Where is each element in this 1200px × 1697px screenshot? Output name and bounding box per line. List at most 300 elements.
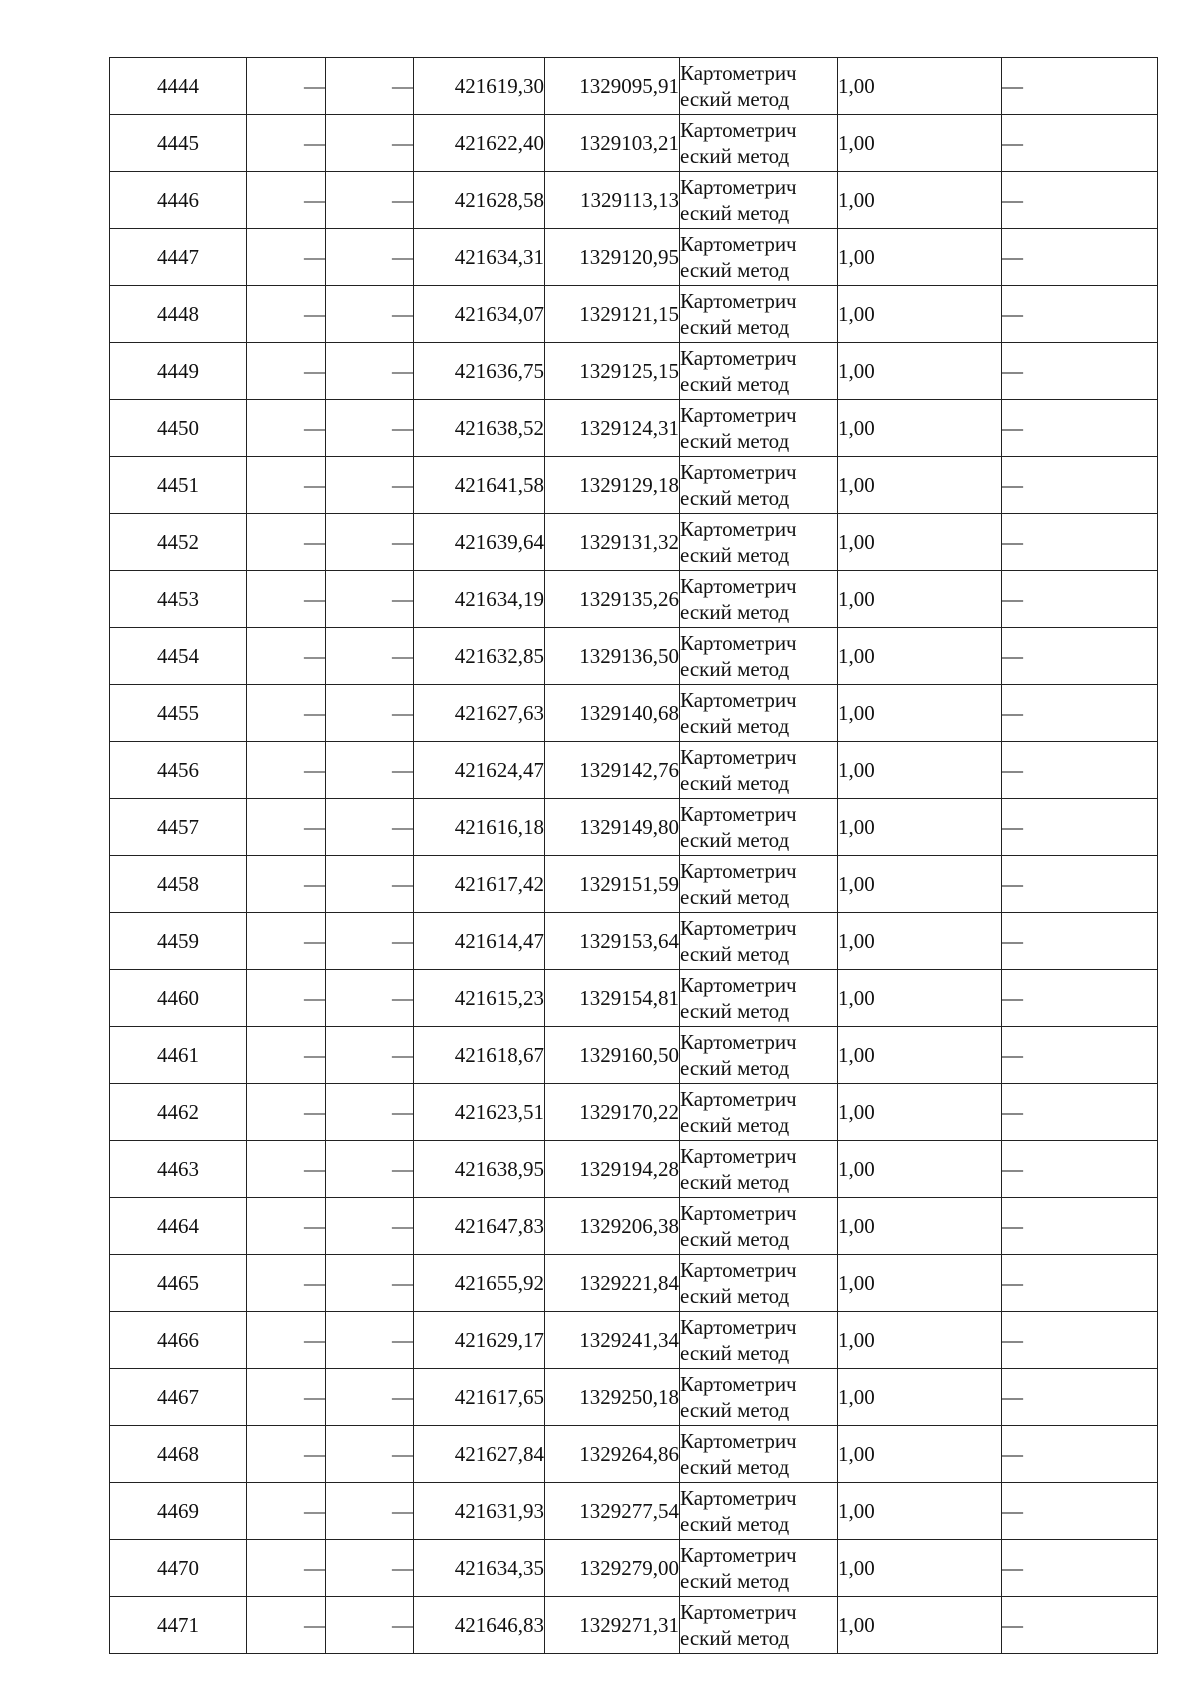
point-number-cell: 4465 bbox=[110, 1255, 247, 1312]
method-text-line2: еский метод bbox=[680, 714, 790, 738]
empty-column-cell: — bbox=[247, 1198, 326, 1255]
accuracy-cell: 1,00 bbox=[838, 571, 1002, 628]
x-coordinate-cell: 421628,58 bbox=[414, 172, 545, 229]
method-text-line1: Картометрич bbox=[680, 1600, 797, 1624]
method-text-line1: Картометрич bbox=[680, 1315, 797, 1339]
method-text-line2: еский метод bbox=[680, 1170, 790, 1194]
description-cell: — bbox=[1002, 286, 1158, 343]
description-cell: — bbox=[1002, 970, 1158, 1027]
table-row bbox=[110, 571, 1158, 628]
description-cell: — bbox=[1002, 1198, 1158, 1255]
empty-column-cell: — bbox=[326, 571, 414, 628]
accuracy-cell: 1,00 bbox=[838, 1426, 1002, 1483]
description-cell: — bbox=[1002, 799, 1158, 856]
table-row bbox=[110, 286, 1158, 343]
table-row bbox=[110, 58, 1158, 115]
y-coordinate-cell: 1329277,54 bbox=[545, 1483, 680, 1540]
point-number-cell: 4460 bbox=[110, 970, 247, 1027]
description-cell: — bbox=[1002, 1597, 1158, 1654]
accuracy-cell: 1,00 bbox=[838, 628, 1002, 685]
coordinates-table bbox=[109, 57, 1158, 1654]
accuracy-cell: 1,00 bbox=[838, 1198, 1002, 1255]
x-coordinate-cell: 421639,64 bbox=[414, 514, 545, 571]
empty-column-cell: — bbox=[326, 457, 414, 514]
empty-column-cell: — bbox=[247, 1369, 326, 1426]
empty-column-cell: — bbox=[247, 1597, 326, 1654]
empty-column-cell: — bbox=[247, 628, 326, 685]
point-number-cell: 4470 bbox=[110, 1540, 247, 1597]
description-cell: — bbox=[1002, 913, 1158, 970]
empty-column-cell: — bbox=[326, 229, 414, 286]
accuracy-cell: 1,00 bbox=[838, 1540, 1002, 1597]
table-row bbox=[110, 1255, 1158, 1312]
x-coordinate-cell: 421627,63 bbox=[414, 685, 545, 742]
method-cell bbox=[680, 742, 838, 799]
method-text-line2: еский метод bbox=[680, 144, 790, 168]
accuracy-cell: 1,00 bbox=[838, 1369, 1002, 1426]
accuracy-cell: 1,00 bbox=[838, 970, 1002, 1027]
method-text-line2: еский метод bbox=[680, 999, 790, 1023]
table-row bbox=[110, 799, 1158, 856]
method-text-line2: еский метод bbox=[680, 885, 790, 909]
description-cell: — bbox=[1002, 1027, 1158, 1084]
point-number-cell: 4455 bbox=[110, 685, 247, 742]
x-coordinate-cell: 421618,67 bbox=[414, 1027, 545, 1084]
empty-column-cell: — bbox=[247, 1483, 326, 1540]
point-number-cell: 4450 bbox=[110, 400, 247, 457]
empty-column-cell: — bbox=[326, 1027, 414, 1084]
method-text-line2: еский метод bbox=[680, 201, 790, 225]
empty-column-cell: — bbox=[247, 400, 326, 457]
point-number-cell: 4447 bbox=[110, 229, 247, 286]
empty-column-cell: — bbox=[247, 1540, 326, 1597]
method-text-line1: Картометрич bbox=[680, 175, 797, 199]
point-number-cell: 4467 bbox=[110, 1369, 247, 1426]
empty-column-cell: — bbox=[326, 856, 414, 913]
x-coordinate-cell: 421624,47 bbox=[414, 742, 545, 799]
method-cell bbox=[680, 1540, 838, 1597]
point-number-cell: 4452 bbox=[110, 514, 247, 571]
y-coordinate-cell: 1329121,15 bbox=[545, 286, 680, 343]
x-coordinate-cell: 421617,65 bbox=[414, 1369, 545, 1426]
method-cell bbox=[680, 799, 838, 856]
method-cell bbox=[680, 1198, 838, 1255]
point-number-cell: 4456 bbox=[110, 742, 247, 799]
method-cell bbox=[680, 1597, 838, 1654]
method-text-line2: еский метод bbox=[680, 1341, 790, 1365]
description-cell: — bbox=[1002, 1084, 1158, 1141]
method-cell bbox=[680, 1312, 838, 1369]
empty-column-cell: — bbox=[326, 1426, 414, 1483]
description-cell: — bbox=[1002, 229, 1158, 286]
table-row bbox=[110, 628, 1158, 685]
y-coordinate-cell: 1329170,22 bbox=[545, 1084, 680, 1141]
x-coordinate-cell: 421634,19 bbox=[414, 571, 545, 628]
description-cell: — bbox=[1002, 172, 1158, 229]
method-text-line2: еский метод bbox=[680, 372, 790, 396]
empty-column-cell: — bbox=[247, 457, 326, 514]
y-coordinate-cell: 1329241,34 bbox=[545, 1312, 680, 1369]
accuracy-cell: 1,00 bbox=[838, 1597, 1002, 1654]
method-cell bbox=[680, 400, 838, 457]
method-text-line1: Картометрич bbox=[680, 1372, 797, 1396]
description-cell: — bbox=[1002, 856, 1158, 913]
point-number-cell: 4471 bbox=[110, 1597, 247, 1654]
y-coordinate-cell: 1329279,00 bbox=[545, 1540, 680, 1597]
accuracy-cell: 1,00 bbox=[838, 229, 1002, 286]
method-cell bbox=[680, 1084, 838, 1141]
method-cell bbox=[680, 628, 838, 685]
method-cell bbox=[680, 571, 838, 628]
point-number-cell: 4453 bbox=[110, 571, 247, 628]
x-coordinate-cell: 421614,47 bbox=[414, 913, 545, 970]
table-row bbox=[110, 172, 1158, 229]
method-text-line2: еский метод bbox=[680, 942, 790, 966]
y-coordinate-cell: 1329221,84 bbox=[545, 1255, 680, 1312]
x-coordinate-cell: 421619,30 bbox=[414, 58, 545, 115]
point-number-cell: 4458 bbox=[110, 856, 247, 913]
x-coordinate-cell: 421634,07 bbox=[414, 286, 545, 343]
method-text-line1: Картометрич bbox=[680, 802, 797, 826]
description-cell: — bbox=[1002, 742, 1158, 799]
x-coordinate-cell: 421616,18 bbox=[414, 799, 545, 856]
x-coordinate-cell: 421632,85 bbox=[414, 628, 545, 685]
empty-column-cell: — bbox=[247, 685, 326, 742]
method-cell bbox=[680, 343, 838, 400]
x-coordinate-cell: 421634,31 bbox=[414, 229, 545, 286]
y-coordinate-cell: 1329151,59 bbox=[545, 856, 680, 913]
y-coordinate-cell: 1329149,80 bbox=[545, 799, 680, 856]
method-text-line1: Картометрич bbox=[680, 118, 797, 142]
y-coordinate-cell: 1329271,31 bbox=[545, 1597, 680, 1654]
point-number-cell: 4451 bbox=[110, 457, 247, 514]
table-row bbox=[110, 1027, 1158, 1084]
y-coordinate-cell: 1329135,26 bbox=[545, 571, 680, 628]
accuracy-cell: 1,00 bbox=[838, 856, 1002, 913]
x-coordinate-cell: 421631,93 bbox=[414, 1483, 545, 1540]
accuracy-cell: 1,00 bbox=[838, 799, 1002, 856]
table-row bbox=[110, 685, 1158, 742]
point-number-cell: 4454 bbox=[110, 628, 247, 685]
method-text-line1: Картометрич bbox=[680, 61, 797, 85]
empty-column-cell: — bbox=[247, 1255, 326, 1312]
x-coordinate-cell: 421638,52 bbox=[414, 400, 545, 457]
empty-column-cell: — bbox=[247, 571, 326, 628]
table-row bbox=[110, 343, 1158, 400]
accuracy-cell: 1,00 bbox=[838, 1027, 1002, 1084]
accuracy-cell: 1,00 bbox=[838, 1312, 1002, 1369]
method-text-line1: Картометрич bbox=[680, 916, 797, 940]
point-number-cell: 4459 bbox=[110, 913, 247, 970]
method-text-line1: Картометрич bbox=[680, 460, 797, 484]
empty-column-cell: — bbox=[326, 685, 414, 742]
empty-column-cell: — bbox=[247, 1027, 326, 1084]
table-row bbox=[110, 856, 1158, 913]
method-text-line2: еский метод bbox=[680, 1113, 790, 1137]
method-text-line1: Картометрич bbox=[680, 1543, 797, 1567]
description-cell: — bbox=[1002, 343, 1158, 400]
method-text-line2: еский метод bbox=[680, 1455, 790, 1479]
table-row bbox=[110, 1369, 1158, 1426]
method-text-line2: еский метод bbox=[680, 1512, 790, 1536]
y-coordinate-cell: 1329103,21 bbox=[545, 115, 680, 172]
empty-column-cell: — bbox=[326, 400, 414, 457]
method-text-line1: Картометрич bbox=[680, 1144, 797, 1168]
method-cell bbox=[680, 58, 838, 115]
y-coordinate-cell: 1329113,13 bbox=[545, 172, 680, 229]
point-number-cell: 4462 bbox=[110, 1084, 247, 1141]
accuracy-cell: 1,00 bbox=[838, 1084, 1002, 1141]
description-cell: — bbox=[1002, 115, 1158, 172]
empty-column-cell: — bbox=[326, 343, 414, 400]
description-cell: — bbox=[1002, 1312, 1158, 1369]
y-coordinate-cell: 1329140,68 bbox=[545, 685, 680, 742]
method-text-line1: Картометрич bbox=[680, 1258, 797, 1282]
y-coordinate-cell: 1329129,18 bbox=[545, 457, 680, 514]
empty-column-cell: — bbox=[326, 1198, 414, 1255]
empty-column-cell: — bbox=[326, 1084, 414, 1141]
table-row bbox=[110, 1312, 1158, 1369]
empty-column-cell: — bbox=[326, 1369, 414, 1426]
empty-column-cell: — bbox=[247, 58, 326, 115]
table-row bbox=[110, 514, 1158, 571]
y-coordinate-cell: 1329125,15 bbox=[545, 343, 680, 400]
description-cell: — bbox=[1002, 1540, 1158, 1597]
method-text-line2: еский метод bbox=[680, 486, 790, 510]
x-coordinate-cell: 421634,35 bbox=[414, 1540, 545, 1597]
x-coordinate-cell: 421615,23 bbox=[414, 970, 545, 1027]
table-row bbox=[110, 1597, 1158, 1654]
accuracy-cell: 1,00 bbox=[838, 685, 1002, 742]
empty-column-cell: — bbox=[326, 58, 414, 115]
method-text-line1: Картометрич bbox=[680, 1087, 797, 1111]
accuracy-cell: 1,00 bbox=[838, 1483, 1002, 1540]
table-row bbox=[110, 1483, 1158, 1540]
table-row bbox=[110, 400, 1158, 457]
method-text-line2: еский метод bbox=[680, 1056, 790, 1080]
method-cell bbox=[680, 286, 838, 343]
method-cell bbox=[680, 1141, 838, 1198]
empty-column-cell: — bbox=[326, 1312, 414, 1369]
method-cell bbox=[680, 457, 838, 514]
empty-column-cell: — bbox=[326, 172, 414, 229]
x-coordinate-cell: 421636,75 bbox=[414, 343, 545, 400]
y-coordinate-cell: 1329095,91 bbox=[545, 58, 680, 115]
accuracy-cell: 1,00 bbox=[838, 58, 1002, 115]
x-coordinate-cell: 421647,83 bbox=[414, 1198, 545, 1255]
method-text-line1: Картометрич bbox=[680, 1030, 797, 1054]
method-text-line2: еский метод bbox=[680, 543, 790, 567]
empty-column-cell: — bbox=[326, 1540, 414, 1597]
empty-column-cell: — bbox=[326, 115, 414, 172]
method-text-line2: еский метод bbox=[680, 1569, 790, 1593]
method-text-line1: Картометрич bbox=[680, 232, 797, 256]
accuracy-cell: 1,00 bbox=[838, 1141, 1002, 1198]
method-text-line2: еский метод bbox=[680, 258, 790, 282]
method-cell bbox=[680, 685, 838, 742]
method-text-line2: еский метод bbox=[680, 315, 790, 339]
table-row bbox=[110, 742, 1158, 799]
point-number-cell: 4448 bbox=[110, 286, 247, 343]
accuracy-cell: 1,00 bbox=[838, 742, 1002, 799]
method-text-line1: Картометрич bbox=[680, 517, 797, 541]
empty-column-cell: — bbox=[247, 286, 326, 343]
table-row bbox=[110, 970, 1158, 1027]
description-cell: — bbox=[1002, 628, 1158, 685]
table-row bbox=[110, 1426, 1158, 1483]
x-coordinate-cell: 421623,51 bbox=[414, 1084, 545, 1141]
empty-column-cell: — bbox=[326, 1483, 414, 1540]
method-cell bbox=[680, 229, 838, 286]
method-cell bbox=[680, 172, 838, 229]
x-coordinate-cell: 421629,17 bbox=[414, 1312, 545, 1369]
empty-column-cell: — bbox=[326, 628, 414, 685]
y-coordinate-cell: 1329264,86 bbox=[545, 1426, 680, 1483]
point-number-cell: 4466 bbox=[110, 1312, 247, 1369]
method-text-line1: Картометрич bbox=[680, 1201, 797, 1225]
method-text-line1: Картометрич bbox=[680, 973, 797, 997]
method-cell bbox=[680, 1255, 838, 1312]
point-number-cell: 4463 bbox=[110, 1141, 247, 1198]
x-coordinate-cell: 421617,42 bbox=[414, 856, 545, 913]
point-number-cell: 4461 bbox=[110, 1027, 247, 1084]
x-coordinate-cell: 421622,40 bbox=[414, 115, 545, 172]
y-coordinate-cell: 1329136,50 bbox=[545, 628, 680, 685]
method-text-line2: еский метод bbox=[680, 429, 790, 453]
description-cell: — bbox=[1002, 58, 1158, 115]
empty-column-cell: — bbox=[247, 970, 326, 1027]
method-text-line2: еский метод bbox=[680, 600, 790, 624]
method-cell bbox=[680, 1483, 838, 1540]
empty-column-cell: — bbox=[247, 1312, 326, 1369]
method-cell bbox=[680, 514, 838, 571]
table-row bbox=[110, 1084, 1158, 1141]
table-row bbox=[110, 1540, 1158, 1597]
y-coordinate-cell: 1329153,64 bbox=[545, 913, 680, 970]
method-text-line2: еский метод bbox=[680, 771, 790, 795]
empty-column-cell: — bbox=[326, 970, 414, 1027]
method-text-line2: еский метод bbox=[680, 87, 790, 111]
y-coordinate-cell: 1329131,32 bbox=[545, 514, 680, 571]
empty-column-cell: — bbox=[326, 799, 414, 856]
x-coordinate-cell: 421646,83 bbox=[414, 1597, 545, 1654]
description-cell: — bbox=[1002, 1369, 1158, 1426]
accuracy-cell: 1,00 bbox=[838, 514, 1002, 571]
x-coordinate-cell: 421641,58 bbox=[414, 457, 545, 514]
description-cell: — bbox=[1002, 400, 1158, 457]
method-text-line2: еский метод bbox=[680, 828, 790, 852]
y-coordinate-cell: 1329142,76 bbox=[545, 742, 680, 799]
table-row bbox=[110, 1141, 1158, 1198]
method-text-line1: Картометрич bbox=[680, 1486, 797, 1510]
x-coordinate-cell: 421638,95 bbox=[414, 1141, 545, 1198]
description-cell: — bbox=[1002, 1141, 1158, 1198]
accuracy-cell: 1,00 bbox=[838, 913, 1002, 970]
table-row bbox=[110, 457, 1158, 514]
description-cell: — bbox=[1002, 514, 1158, 571]
accuracy-cell: 1,00 bbox=[838, 172, 1002, 229]
accuracy-cell: 1,00 bbox=[838, 400, 1002, 457]
y-coordinate-cell: 1329206,38 bbox=[545, 1198, 680, 1255]
empty-column-cell: — bbox=[326, 514, 414, 571]
table-body bbox=[110, 58, 1158, 1654]
y-coordinate-cell: 1329250,18 bbox=[545, 1369, 680, 1426]
table-row bbox=[110, 913, 1158, 970]
accuracy-cell: 1,00 bbox=[838, 286, 1002, 343]
description-cell: — bbox=[1002, 1426, 1158, 1483]
point-number-cell: 4444 bbox=[110, 58, 247, 115]
method-cell bbox=[680, 913, 838, 970]
description-cell: — bbox=[1002, 685, 1158, 742]
table-row bbox=[110, 115, 1158, 172]
method-text-line2: еский метод bbox=[680, 1227, 790, 1251]
method-text-line2: еский метод bbox=[680, 1284, 790, 1308]
table-row bbox=[110, 229, 1158, 286]
accuracy-cell: 1,00 bbox=[838, 457, 1002, 514]
description-cell: — bbox=[1002, 571, 1158, 628]
table-row bbox=[110, 1198, 1158, 1255]
point-number-cell: 4446 bbox=[110, 172, 247, 229]
method-cell bbox=[680, 1027, 838, 1084]
empty-column-cell: — bbox=[247, 742, 326, 799]
method-text-line1: Картометрич bbox=[680, 859, 797, 883]
empty-column-cell: — bbox=[247, 343, 326, 400]
method-text-line1: Картометрич bbox=[680, 346, 797, 370]
method-text-line1: Картометрич bbox=[680, 631, 797, 655]
method-cell bbox=[680, 970, 838, 1027]
method-text-line1: Картометрич bbox=[680, 574, 797, 598]
y-coordinate-cell: 1329120,95 bbox=[545, 229, 680, 286]
empty-column-cell: — bbox=[326, 286, 414, 343]
empty-column-cell: — bbox=[247, 1084, 326, 1141]
method-text-line1: Картометрич bbox=[680, 1429, 797, 1453]
empty-column-cell: — bbox=[247, 799, 326, 856]
description-cell: — bbox=[1002, 1483, 1158, 1540]
method-text-line1: Картометрич bbox=[680, 688, 797, 712]
point-number-cell: 4468 bbox=[110, 1426, 247, 1483]
description-cell: — bbox=[1002, 457, 1158, 514]
empty-column-cell: — bbox=[326, 1597, 414, 1654]
method-text-line1: Картометрич bbox=[680, 289, 797, 313]
y-coordinate-cell: 1329194,28 bbox=[545, 1141, 680, 1198]
method-cell bbox=[680, 115, 838, 172]
empty-column-cell: — bbox=[247, 1426, 326, 1483]
empty-column-cell: — bbox=[247, 172, 326, 229]
empty-column-cell: — bbox=[247, 913, 326, 970]
point-number-cell: 4464 bbox=[110, 1198, 247, 1255]
x-coordinate-cell: 421655,92 bbox=[414, 1255, 545, 1312]
y-coordinate-cell: 1329124,31 bbox=[545, 400, 680, 457]
empty-column-cell: — bbox=[326, 913, 414, 970]
accuracy-cell: 1,00 bbox=[838, 115, 1002, 172]
method-cell bbox=[680, 1369, 838, 1426]
empty-column-cell: — bbox=[247, 115, 326, 172]
point-number-cell: 4469 bbox=[110, 1483, 247, 1540]
point-number-cell: 4457 bbox=[110, 799, 247, 856]
empty-column-cell: — bbox=[247, 1141, 326, 1198]
point-number-cell: 4445 bbox=[110, 115, 247, 172]
description-cell: — bbox=[1002, 1255, 1158, 1312]
method-text-line2: еский метод bbox=[680, 1626, 790, 1650]
method-cell bbox=[680, 1426, 838, 1483]
method-text-line1: Картометрич bbox=[680, 403, 797, 427]
empty-column-cell: — bbox=[326, 742, 414, 799]
method-text-line1: Картометрич bbox=[680, 745, 797, 769]
method-cell bbox=[680, 856, 838, 913]
point-number-cell: 4449 bbox=[110, 343, 247, 400]
empty-column-cell: — bbox=[247, 856, 326, 913]
x-coordinate-cell: 421627,84 bbox=[414, 1426, 545, 1483]
